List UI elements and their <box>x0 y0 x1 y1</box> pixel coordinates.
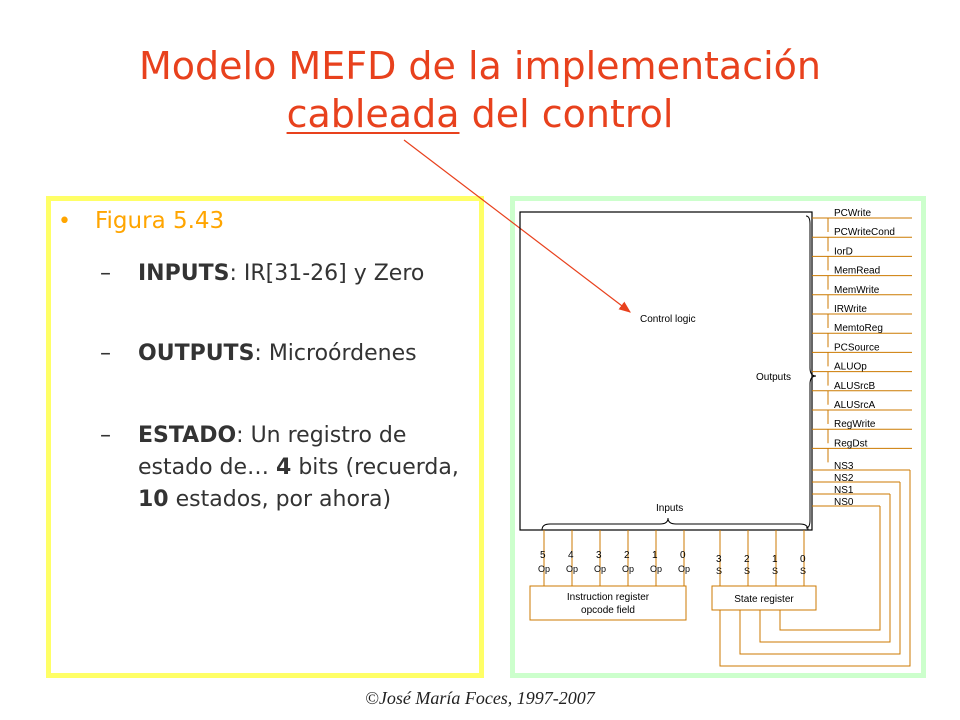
output-label-regwrite: RegWrite <box>834 419 876 431</box>
bullet-dot-icon: • <box>58 209 71 234</box>
output-label-pcwritecond: PCWriteCond <box>834 227 895 239</box>
output-label-alusrca: ALUSrcA <box>834 400 876 411</box>
estado-label: ESTADO <box>138 423 237 448</box>
output-label-pcsource: PCSource <box>834 342 880 354</box>
ns-label-ns2: NS2 <box>834 473 854 484</box>
pointer-arrow <box>404 140 630 312</box>
ir-box-line1: Instruction register <box>566 592 650 603</box>
outputs-label: OUTPUTS <box>138 341 255 366</box>
output-label-alusrcb: ALUSrcB <box>834 380 876 392</box>
inputs-brace <box>542 518 808 530</box>
op-label-4: 4 <box>568 550 574 561</box>
op-prefix: Op <box>594 564 607 574</box>
op-label-0: 0 <box>680 550 686 561</box>
state-prefix: S <box>744 566 751 576</box>
op-label-3: 3 <box>596 550 602 561</box>
op-prefix: Op <box>678 564 691 574</box>
title-rest: del control <box>459 92 674 136</box>
state-prefix: S <box>772 566 779 576</box>
ns-label-ns3: NS3 <box>834 461 854 472</box>
output-label-irwrite: IRWrite <box>834 304 867 315</box>
output-label-iord: IorD <box>834 246 853 258</box>
title-underlined-word: cableada <box>286 92 460 136</box>
op-label-2: 2 <box>624 550 630 561</box>
state-label-3: 3 <box>716 554 722 565</box>
op-label-5: 5 <box>540 550 546 561</box>
figure-ref: Figura 5.43 <box>94 208 225 234</box>
op-prefix: Op <box>650 564 663 574</box>
op-prefix: Op <box>538 564 551 574</box>
ir-box-line2: opcode field <box>581 605 635 616</box>
state-prefix: S <box>800 566 807 576</box>
slide-title-line1: Modelo MEFD de la implementación <box>139 44 821 88</box>
state-label-0: 0 <box>800 554 806 565</box>
ns-feedback-ns0 <box>780 506 880 630</box>
output-label-memtoreg: MemtoReg <box>834 323 883 335</box>
output-label-regdst: RegDst <box>834 438 868 450</box>
ns-feedback-ns2 <box>740 482 900 654</box>
inputs-label: INPUTS <box>138 261 230 286</box>
output-label-memread: MemRead <box>834 265 881 277</box>
outputs-text: : Microórdenes <box>254 341 417 366</box>
output-label-aluop: ALUOp <box>834 361 867 373</box>
op-prefix: Op <box>566 564 579 574</box>
output-label-pcwrite: PCWrite <box>834 208 872 219</box>
ns-label-ns1: NS1 <box>834 485 854 496</box>
state-register-label: State register <box>734 594 794 605</box>
inputs-text: : IR[31-26] y Zero <box>229 261 425 286</box>
state-label-1: 1 <box>772 554 778 565</box>
footer-copyright: ©José María Foces, 1997-2007 <box>365 688 595 708</box>
control-logic-label: Control logic <box>640 314 696 325</box>
op-label-1: 1 <box>652 550 658 561</box>
outputs-brace-label: Outputs <box>756 372 792 383</box>
ns-label-ns0: NS0 <box>834 497 854 508</box>
inputs-brace-label: Inputs <box>656 503 684 514</box>
output-label-memwrite: MemWrite <box>834 284 880 296</box>
state-label-2: 2 <box>744 554 750 565</box>
control-logic-block <box>520 212 812 530</box>
op-prefix: Op <box>622 564 635 574</box>
state-prefix: S <box>716 566 723 576</box>
